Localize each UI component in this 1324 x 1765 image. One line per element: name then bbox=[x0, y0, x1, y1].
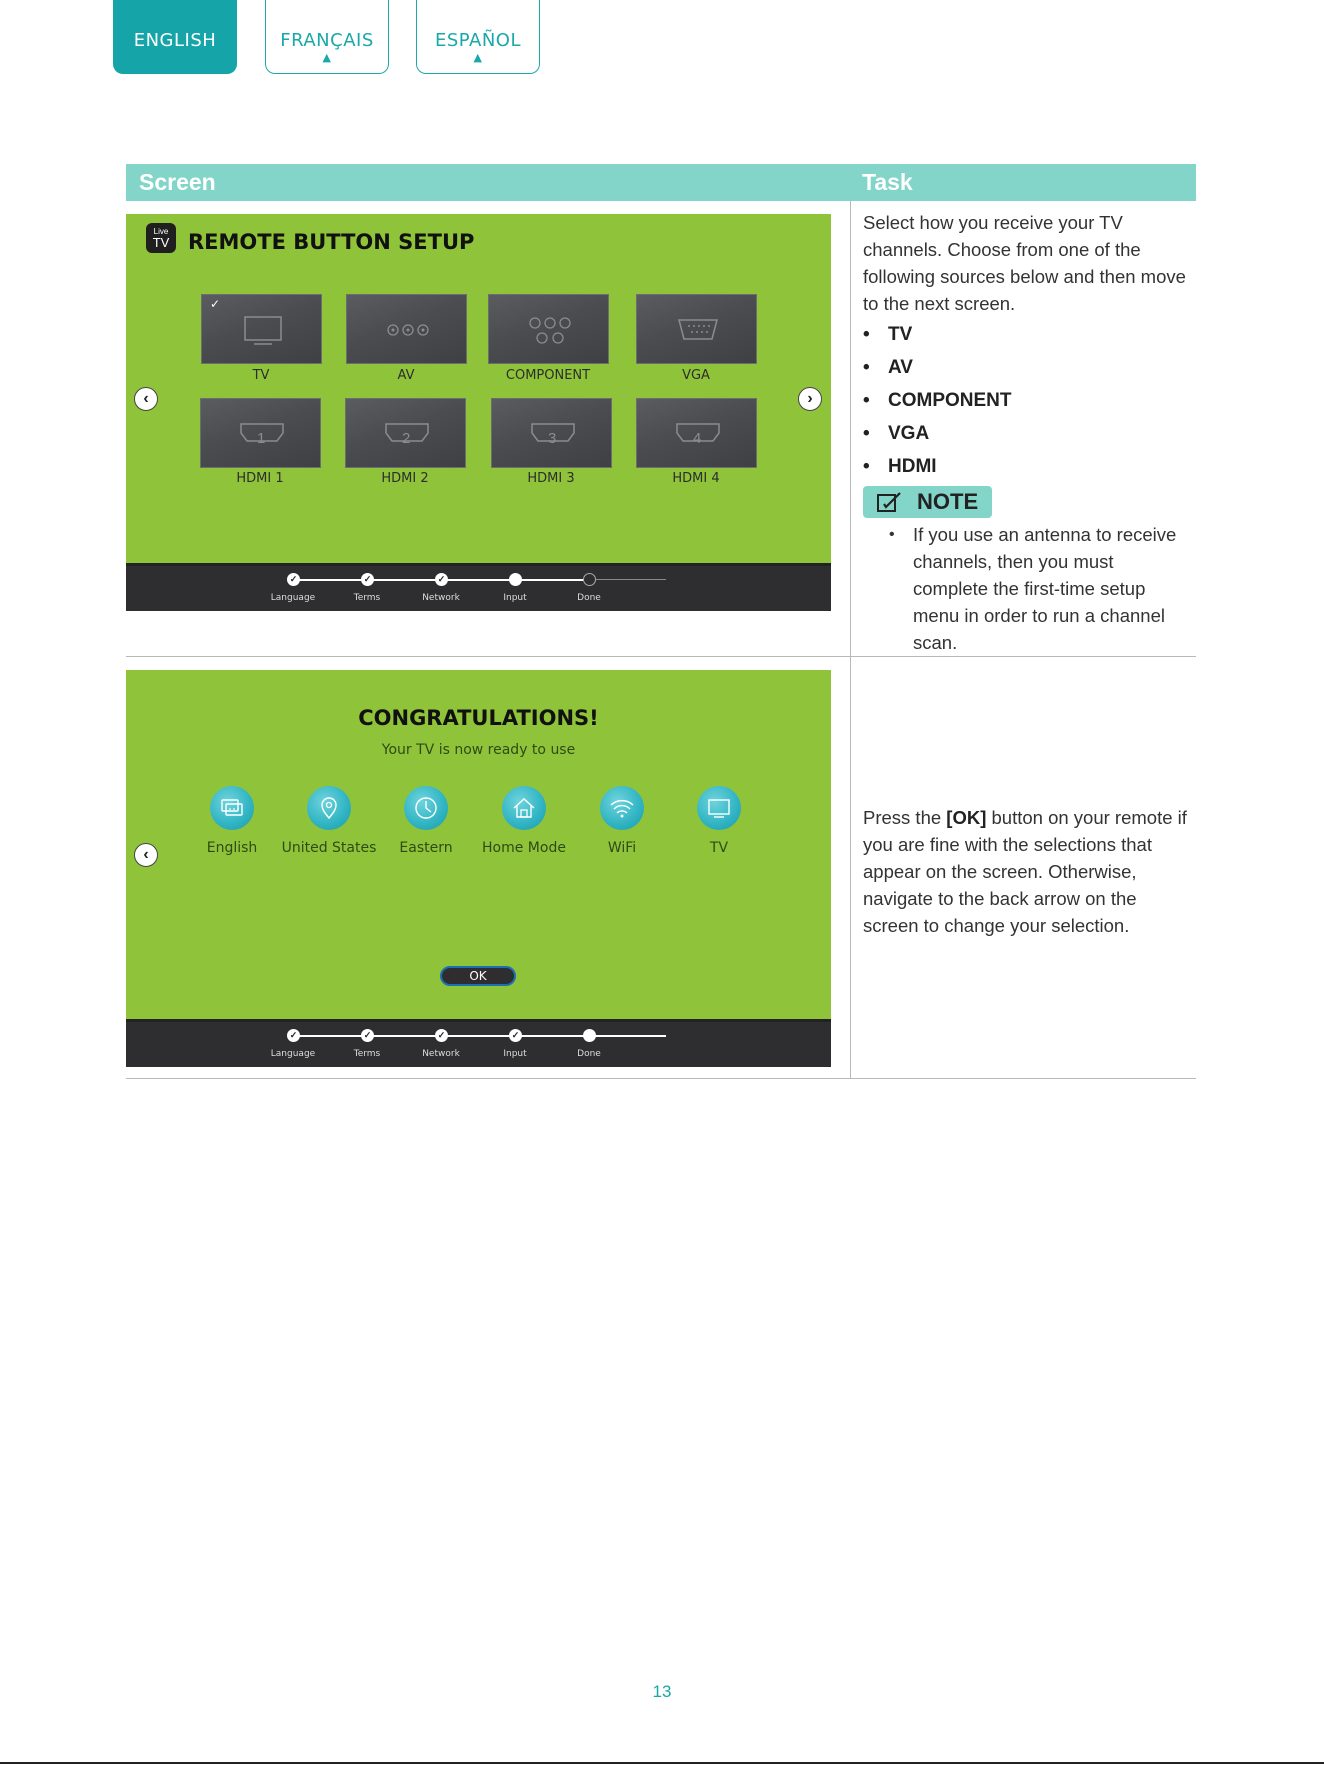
progress-step-done bbox=[583, 573, 596, 586]
tab-espanol[interactable] bbox=[416, 0, 540, 74]
source-tile-hdmi-2[interactable] bbox=[345, 398, 466, 468]
bullet-item: • TV bbox=[863, 324, 912, 346]
triangle-up-icon: ▲ bbox=[473, 51, 483, 64]
source-tile-tv[interactable] bbox=[201, 294, 322, 364]
source-label-hdmi-4: HDMI 4 bbox=[672, 471, 720, 486]
remote-button-setup-screen bbox=[126, 214, 831, 611]
source-tile-av[interactable] bbox=[346, 294, 467, 364]
progress-step-input bbox=[509, 573, 522, 586]
location-pin-icon bbox=[307, 786, 351, 830]
ok-button[interactable]: OK bbox=[440, 966, 516, 986]
source-tile-vga[interactable] bbox=[636, 294, 757, 364]
source-label-hdmi-2: HDMI 2 bbox=[381, 471, 429, 486]
screen-subtitle: Your TV is now ready to use bbox=[381, 742, 576, 758]
tab-english[interactable] bbox=[113, 0, 237, 74]
chat-icon bbox=[210, 786, 254, 830]
page-bottom-rule bbox=[0, 1762, 1324, 1764]
task-ok-instructions bbox=[863, 804, 1193, 939]
screen-title: REMOTE BUTTON SETUP bbox=[188, 230, 475, 254]
progress-label: Input bbox=[503, 1049, 527, 1059]
wifi-icon bbox=[600, 786, 644, 830]
bullet-item: • VGA bbox=[863, 423, 929, 445]
hdmi-number: 3 bbox=[548, 430, 557, 447]
row-divider bbox=[126, 656, 1196, 657]
progress-label: Done bbox=[577, 593, 601, 603]
source-label-hdmi-3: HDMI 3 bbox=[527, 471, 575, 486]
summary-network: WiFi bbox=[607, 840, 637, 856]
note-bullet: • bbox=[889, 526, 895, 543]
home-icon bbox=[502, 786, 546, 830]
triangle-up-icon: ▲ bbox=[322, 51, 332, 64]
note-edit-icon bbox=[877, 491, 903, 513]
source-tile-hdmi-4[interactable] bbox=[636, 398, 757, 468]
live-badge-bottom: TV bbox=[152, 235, 170, 250]
task-text: Press the bbox=[863, 807, 947, 828]
tab-francais-label: FRANÇAIS bbox=[280, 30, 374, 51]
back-arrow-button[interactable]: ‹ bbox=[134, 387, 158, 411]
hdmi-number: 1 bbox=[257, 430, 266, 447]
progress-track-done bbox=[293, 1035, 666, 1037]
progress-step-input: ✓ bbox=[509, 1029, 522, 1042]
progress-label: Terms bbox=[353, 593, 381, 603]
table-header bbox=[126, 164, 1196, 201]
header-task: Task bbox=[862, 169, 913, 195]
bullet-item: • AV bbox=[863, 357, 913, 379]
progress-step-network: ✓ bbox=[435, 1029, 448, 1042]
congratulations-screen bbox=[126, 670, 831, 1067]
source-label-hdmi-1: HDMI 1 bbox=[236, 471, 284, 486]
page-number: 13 bbox=[652, 1682, 672, 1701]
tab-espanol-label: ESPAÑOL bbox=[435, 30, 521, 51]
progress-label: Input bbox=[503, 593, 527, 603]
source-label-component: COMPONENT bbox=[505, 368, 591, 383]
progress-step-language: ✓ bbox=[287, 573, 300, 586]
progress-step-done bbox=[583, 1029, 596, 1042]
column-divider bbox=[850, 201, 851, 1078]
note-badge bbox=[863, 486, 992, 518]
summary-input: TV bbox=[709, 840, 729, 856]
tv-icon bbox=[697, 786, 741, 830]
row-divider bbox=[126, 1078, 1196, 1079]
summary-country: United States bbox=[281, 840, 377, 856]
summary-timezone: Eastern bbox=[399, 840, 453, 856]
tab-francais[interactable] bbox=[265, 0, 389, 74]
task-text-bold: [OK] bbox=[946, 807, 987, 828]
task-intro: Select how you receive your TV channels. Choose from one of the following sources below and then move to the next screen. bbox=[863, 212, 1186, 314]
header-screen: Screen bbox=[139, 169, 216, 195]
bullet-item: • COMPONENT bbox=[863, 390, 1012, 412]
next-arrow-button[interactable]: › bbox=[798, 387, 822, 411]
progress-label: Network bbox=[422, 593, 460, 603]
hdmi-number: 4 bbox=[693, 430, 702, 447]
back-arrow-button[interactable]: ‹ bbox=[134, 843, 158, 867]
setup-progress-bar bbox=[126, 563, 831, 611]
live-tv-icon bbox=[146, 223, 176, 253]
progress-label: Done bbox=[577, 1049, 601, 1059]
source-tile-hdmi-1[interactable] bbox=[200, 398, 321, 468]
progress-step-terms: ✓ bbox=[361, 1029, 374, 1042]
tv-icon bbox=[202, 295, 323, 365]
progress-label: Terms bbox=[353, 1049, 381, 1059]
progress-step-network: ✓ bbox=[435, 573, 448, 586]
source-label-av: AV bbox=[397, 368, 415, 383]
tab-english-label: ENGLISH bbox=[133, 30, 217, 51]
screen-title: CONGRATULATIONS! bbox=[358, 706, 599, 730]
progress-label: Network bbox=[422, 1049, 460, 1059]
source-label-vga: VGA bbox=[682, 368, 710, 383]
progress-track-remaining bbox=[592, 579, 666, 580]
component-ports-icon bbox=[489, 295, 610, 365]
live-badge-top: Live bbox=[153, 227, 169, 236]
bullet-item: • HDMI bbox=[863, 456, 937, 478]
source-tile-hdmi-3[interactable] bbox=[491, 398, 612, 468]
progress-label: Language bbox=[270, 1049, 316, 1059]
progress-label: Language bbox=[270, 593, 316, 603]
av-ports-icon bbox=[347, 295, 468, 365]
hdmi-number: 2 bbox=[402, 430, 411, 447]
vga-port-icon bbox=[637, 295, 758, 365]
task-text: button on your remote if you are fine with the selections that appear on the screen. Otherwise, navigate to the back arrow on the screen to change your selection. bbox=[863, 807, 1187, 936]
summary-mode: Home Mode bbox=[482, 840, 566, 856]
note-text: If you use an antenna to receive channels, then you must complete the first-time setup menu in order to run a channel scan. bbox=[913, 524, 1177, 653]
progress-step-terms: ✓ bbox=[361, 573, 374, 586]
clock-icon bbox=[404, 786, 448, 830]
note-label: NOTE bbox=[917, 489, 979, 514]
progress-step-language: ✓ bbox=[287, 1029, 300, 1042]
setup-progress-bar bbox=[126, 1019, 831, 1067]
check-icon: ✓ bbox=[210, 297, 221, 311]
summary-language: English bbox=[206, 840, 258, 856]
source-tile-component[interactable] bbox=[488, 294, 609, 364]
source-label-tv: TV bbox=[252, 368, 270, 383]
